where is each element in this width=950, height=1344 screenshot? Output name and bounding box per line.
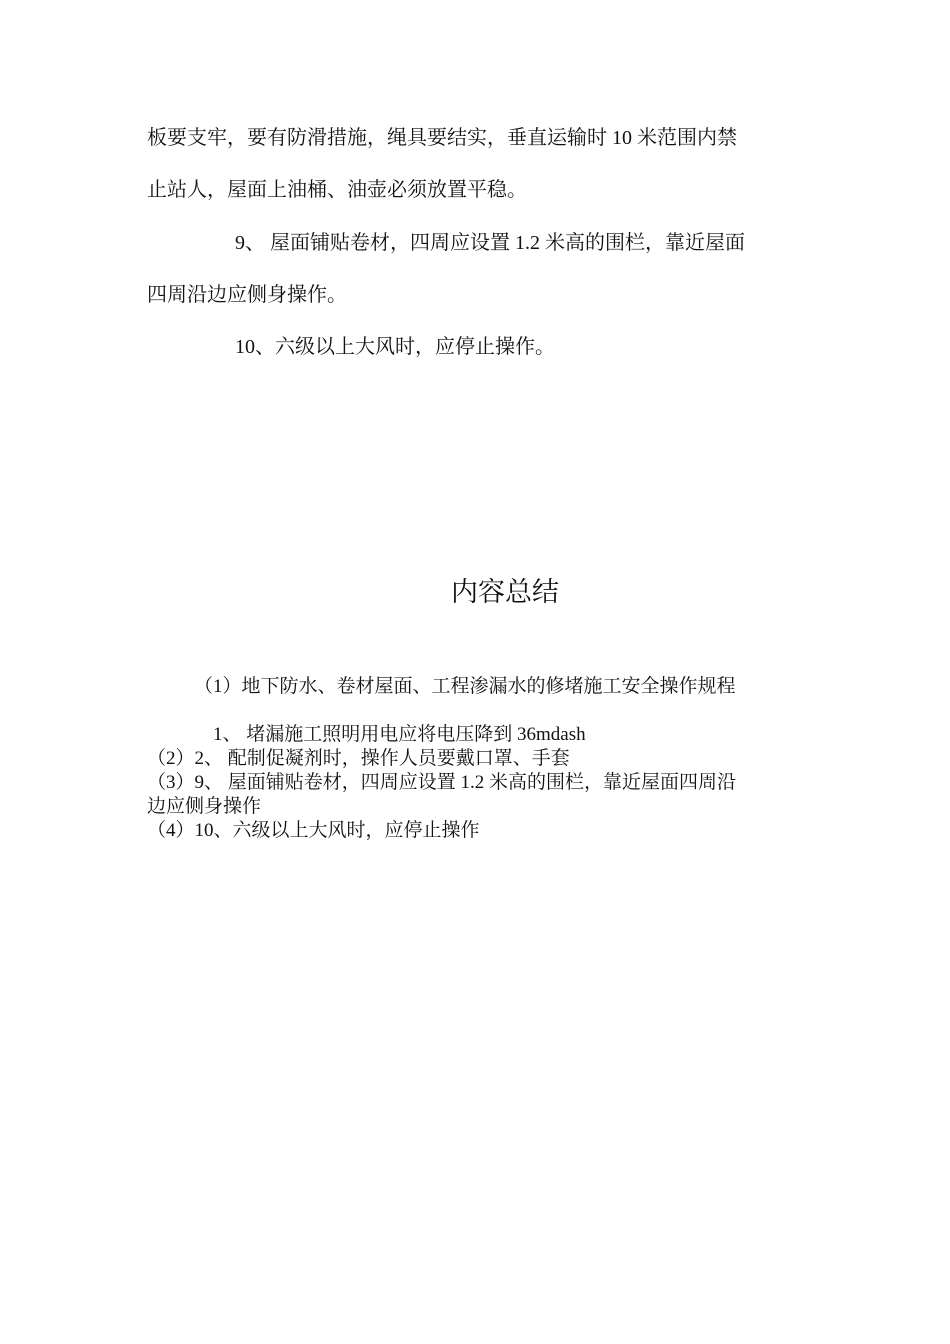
summary-line: 边应侧身操作 [147, 796, 262, 817]
summary-item-3 [147, 771, 827, 819]
summary-item-1: （1）地下防水、卷材屋面、工程渗漏水的修堵施工安全操作规程 [194, 676, 736, 697]
body-paragraph-item-10 [147, 321, 807, 373]
summary-item-4: （4）10、六级以上大风时，应停止操作 [147, 820, 480, 841]
summary-line: （3）9、 屋面铺贴卷材，四周应设置 1.2 米高的围栏，靠近屋面四周沿 [147, 772, 737, 793]
paragraph-line: 止站人，屋面上油桶、油壶必须放置平稳。 [147, 179, 527, 201]
paragraph-line: 9、 屋面铺贴卷材，四周应设置 1.2 米高的围栏，靠近屋面 [235, 232, 745, 254]
paragraph-line: 板要支牢，要有防滑措施，绳具要结实，垂直运输时 10 米范围内禁 [147, 127, 737, 149]
paragraph-line: 10、六级以上大风时，应停止操作。 [235, 336, 555, 358]
summary-item-1-sub: 1、 堵漏施工照明用电应将电压降到 36mdash [213, 724, 586, 745]
summary-item-2: （2）2、 配制促凝剂时，操作人员要戴口罩、手套 [147, 748, 570, 769]
paragraph-line: 四周沿边应侧身操作。 [147, 284, 347, 306]
body-paragraph-continuation [147, 112, 807, 216]
body-paragraph-item-9 [147, 217, 807, 321]
summary-title: 内容总结 [451, 577, 559, 607]
